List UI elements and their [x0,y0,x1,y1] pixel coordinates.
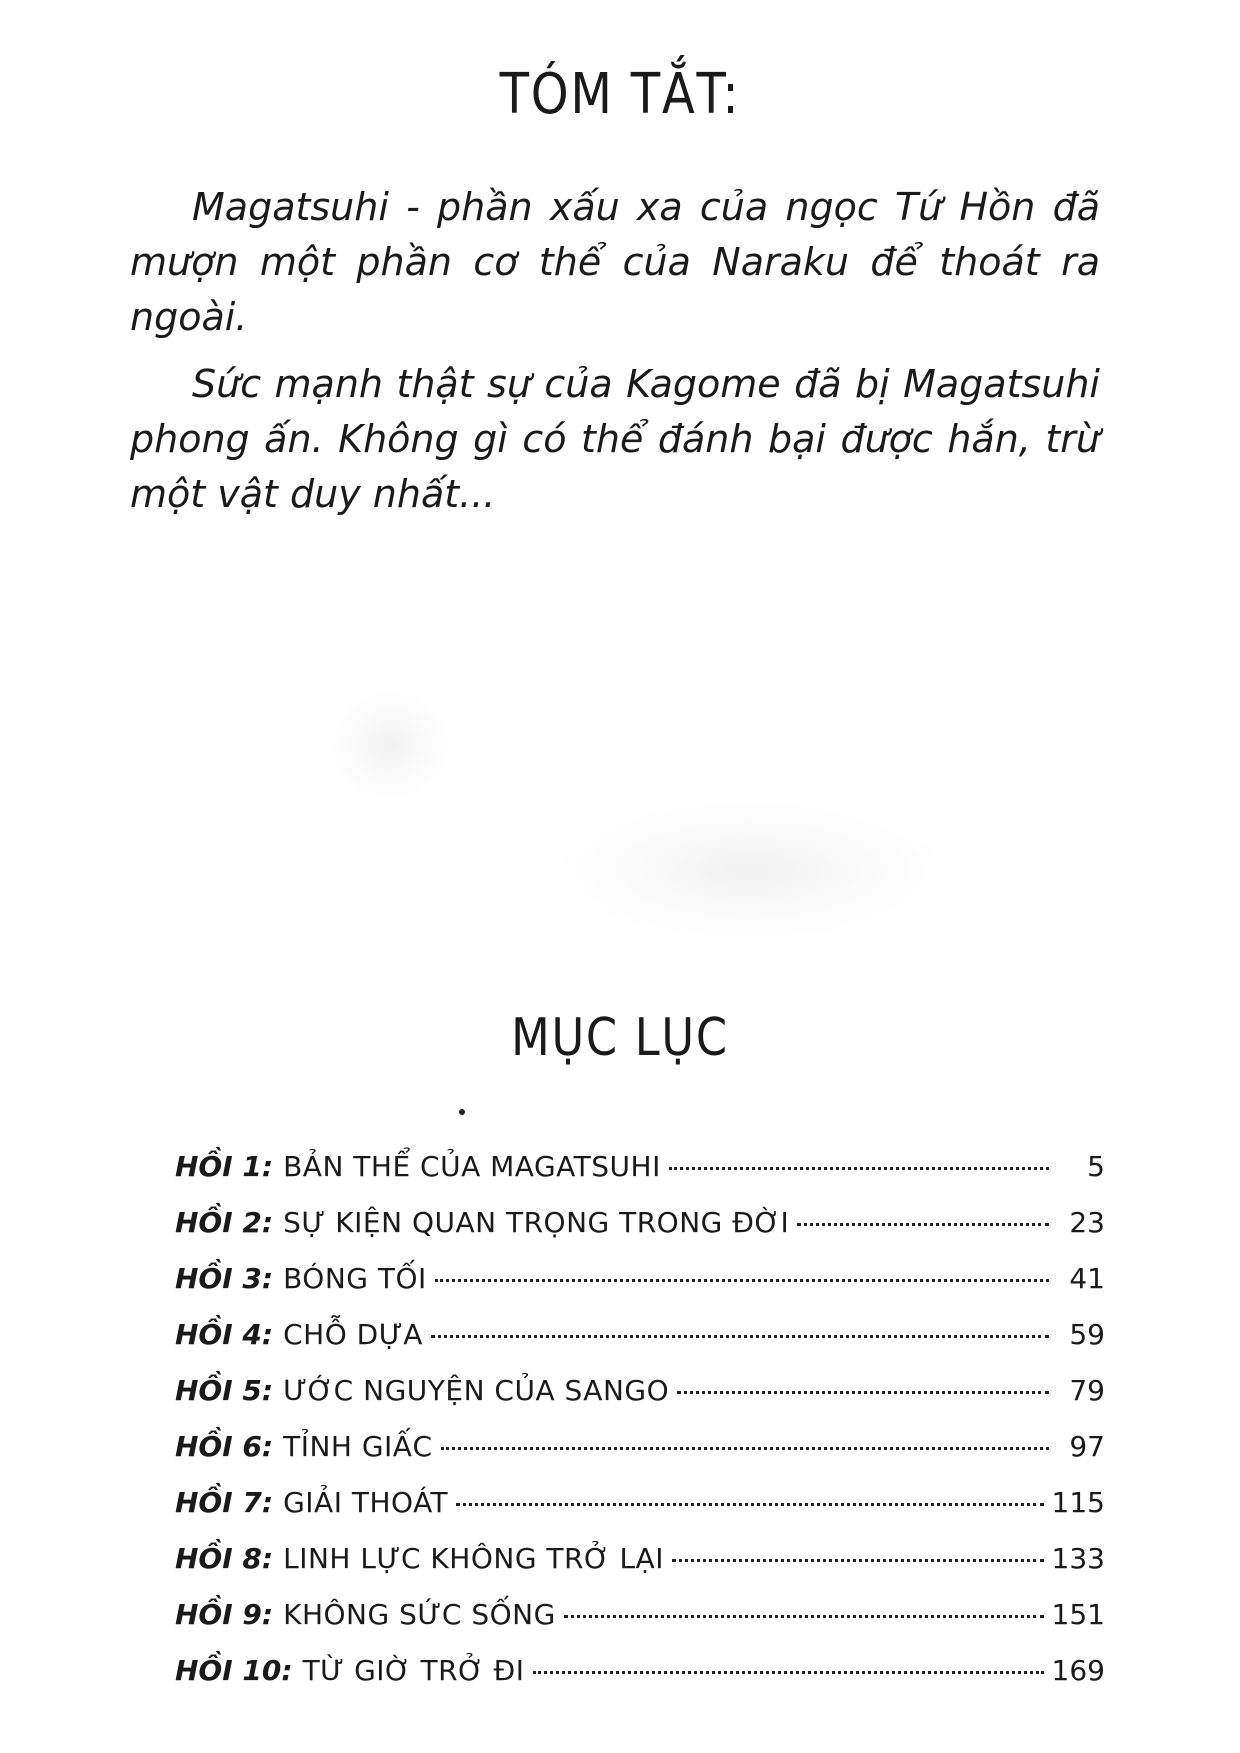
toc-chapter-number: HỒI 6: [175,1430,274,1463]
dot-mark [459,1109,465,1115]
toc-chapter-number: HỒI 10: [175,1654,293,1687]
toc-dot-leader [672,1559,1044,1562]
summary-body [130,180,1100,534]
toc-chapter-number: HỒI 7: [175,1486,274,1519]
scan-smudge [560,800,940,940]
toc-dot-leader [677,1391,1049,1394]
toc-chapter-title: GIẢI THOÁT [283,1486,449,1519]
toc-chapter-number: HỒI 9: [175,1598,274,1631]
toc-page-number: 115 [1051,1486,1105,1519]
toc-chapter-title: KHÔNG SỨC SỐNG [283,1598,556,1631]
toc-chapter-title: BẢN THỂ CỦA MAGATSUHI [283,1150,661,1183]
toc-chapter-title: TỈNH GIẤC [283,1430,433,1463]
toc-page-number: 97 [1069,1430,1105,1463]
summary-paragraph: Sức mạnh thật sự của Kagome đã bị Magatsuhi phong ấn. Không gì có thể đánh bại được hắn, trừ một vật duy nhất... [130,362,1100,516]
toc-title: MỤC LỤC [511,1008,729,1068]
toc-dot-leader [435,1279,1049,1282]
toc-dot-leader [441,1447,1049,1450]
toc-dot-leader [533,1671,1044,1674]
summary-paragraph: Magatsuhi - phần xấu xa của ngọc Tứ Hồn đã mượn một phần cơ thể của Naraku để thoát ra ngoài. [130,185,1100,339]
toc-page-number: 23 [1069,1206,1105,1239]
toc-entry [175,1206,1105,1262]
toc-chapter-number: HỒI 8: [175,1542,274,1575]
scan-smudge [330,690,450,800]
toc-entry [175,1598,1105,1654]
toc-page-number: 151 [1051,1598,1105,1631]
toc-entry [175,1318,1105,1374]
toc-chapter-title: SỰ KIỆN QUAN TRỌNG TRONG ĐỜI [283,1206,790,1239]
table-of-contents [175,1150,1105,1710]
toc-dot-leader [564,1615,1044,1618]
summary-title: TÓM TẮT: [499,62,741,127]
toc-chapter-title: LINH LỰC KHÔNG TRỞ LẠI [283,1542,664,1575]
toc-page-number: 41 [1069,1262,1105,1295]
toc-page-number: 59 [1069,1318,1105,1351]
toc-entry [175,1542,1105,1598]
toc-chapter-number: HỒI 5: [175,1374,274,1407]
toc-chapter-title: TỪ GIỜ TRỞ ĐI [302,1654,525,1687]
toc-entry [175,1262,1105,1318]
toc-page-number: 79 [1069,1374,1105,1407]
toc-entry [175,1374,1105,1430]
toc-chapter-number: HỒI 1: [175,1150,274,1183]
toc-entry [175,1486,1105,1542]
toc-chapter-number: HỒI 4: [175,1318,274,1351]
toc-page-number: 169 [1051,1654,1105,1687]
toc-chapter-number: HỒI 3: [175,1262,274,1295]
toc-page-number: 5 [1087,1150,1105,1183]
toc-dot-leader [431,1335,1049,1338]
toc-entry [175,1654,1105,1710]
toc-chapter-title: CHỖ DỰA [283,1318,423,1351]
toc-dot-leader [669,1167,1049,1170]
toc-chapter-title: BÓNG TỐI [283,1262,427,1295]
toc-dot-leader [797,1223,1049,1226]
toc-dot-leader [456,1503,1043,1506]
toc-entry [175,1150,1105,1206]
toc-entry [175,1430,1105,1486]
toc-chapter-number: HỒI 2: [175,1206,274,1239]
toc-page-number: 133 [1051,1542,1105,1575]
toc-chapter-title: ƯỚC NGUYỆN CỦA SANGO [283,1374,670,1407]
